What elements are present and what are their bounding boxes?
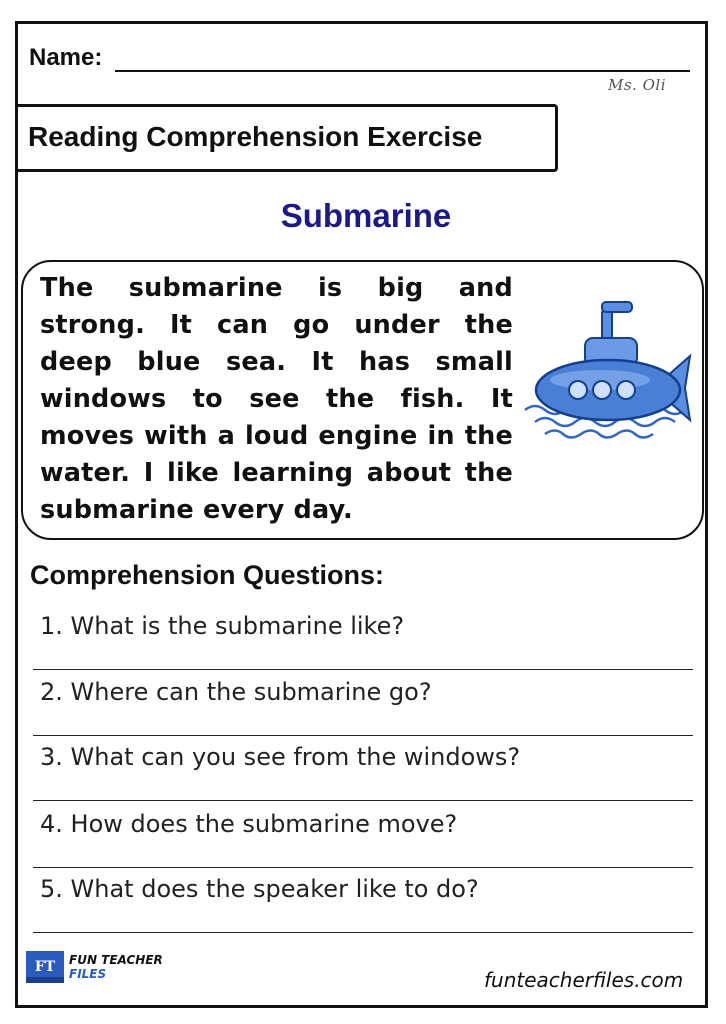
worksheet-title: Reading Comprehension Exercise bbox=[28, 121, 483, 152]
question-5: 5. What does the speaker like to do? bbox=[40, 875, 479, 903]
question-1: 1. What is the submarine like? bbox=[40, 612, 405, 640]
logo-line-2: FILES bbox=[69, 967, 107, 981]
answer-line-2[interactable] bbox=[33, 735, 693, 736]
author-signature: Ms. Oli bbox=[608, 76, 666, 94]
answer-line-1[interactable] bbox=[33, 669, 693, 670]
brand-logo bbox=[26, 951, 163, 983]
story-title: Submarine bbox=[280, 197, 452, 234]
question-4: 4. How does the submarine move? bbox=[40, 810, 458, 838]
logo-line-1: FUN TEACHER bbox=[69, 953, 163, 967]
answer-line-4[interactable] bbox=[33, 867, 693, 868]
answer-line-5[interactable] bbox=[33, 932, 693, 933]
name-line[interactable] bbox=[115, 70, 690, 72]
story-text: The submarine is big and strong. It can go under the deep blue sea. It has small windows to see the fish. It moves with a loud engine in the water. I like learning about the submarine every day. bbox=[40, 273, 513, 525]
website-url: funteacherfiles.com bbox=[484, 968, 684, 992]
submarine-illustration bbox=[520, 290, 700, 450]
question-3: 3. What can you see from the windows? bbox=[40, 743, 521, 771]
logo-text bbox=[69, 953, 163, 981]
questions-heading: Comprehension Questions: bbox=[30, 560, 385, 590]
question-2: 2. Where can the submarine go? bbox=[40, 678, 432, 706]
answer-line-3[interactable] bbox=[33, 800, 693, 801]
logo-badge: FT bbox=[26, 951, 64, 983]
name-label: Name: bbox=[29, 44, 103, 71]
